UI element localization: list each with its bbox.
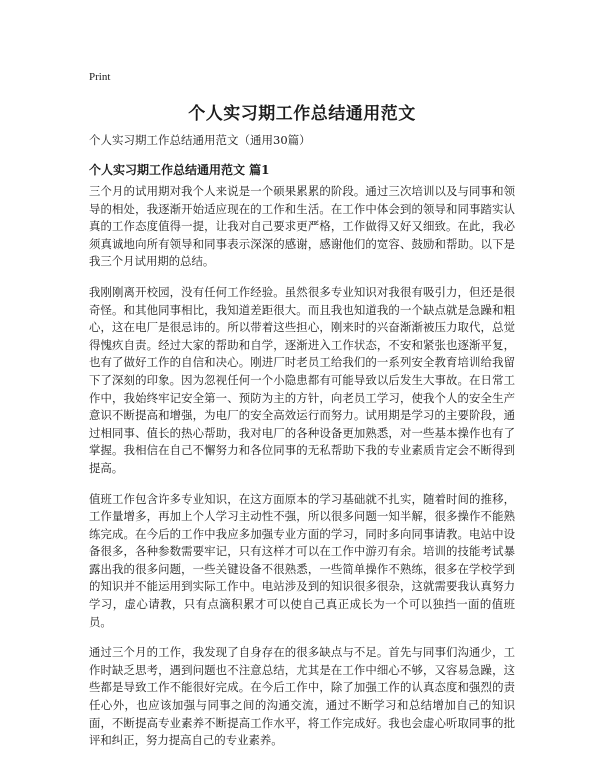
print-link[interactable]: Print xyxy=(89,71,111,83)
paragraph-1: 三个月的试用期对我个人来说是一个硕果累累的阶段。通过三次培训以及与同事和领导的相处，我逐渐开始适应现在的工作和生活。在工作中体会到的领导和同事踏实认真的工作态度值得一提，让我对自己要求更严格，工作做得又好又细致。在此，我必须真诚地向所有领导和同事表示深深的感谢，感谢他们的宽容、鼓励和帮助。以下是我三个月试用期的总结。 xyxy=(89,184,515,269)
paragraph-2: 我刚刚离开校园，没有任何工作经验。虽然很多专业知识对我很有吸引力，但还是很奇怪。和其他同事相比，我知道差距很大。而且我也知道我的一个缺点就是急躁和粗心，这在电厂是很忌讳的。所以带着这些担心，刚来时的兴奋渐渐被压力取代，总觉得愧疚自责。经过大家的帮助和自学，逐渐进入工作状态，不安和紧张也逐渐平复，也有了做好工作的自信和决心。刚进厂时老员工给我们的一系列安全教育培训给我留下了深刻的印象。因为忽视任何一个小隐患都有可能导致以后发生大事故。在日常工作中，我始终牢记安全第一、预防为主的方针，向老员工学习，使我个人的安全生产意识不断提高和增强，为电厂的安全高效运行而努力。试用期是学习的主要阶段，通过相同事、值长的热心帮助，我对电厂的各种设备更加熟悉，对一些基本操作也有了掌握。我相信在自己不懈努力和各位同事的无私帮助下我的专业素质肯定会不断得到提高。 xyxy=(89,284,515,475)
paragraph-3: 值班工作包含许多专业知识，在这方面原本的学习基础就不扎实，随着时间的推移，工作量增多，再加上个人学习主动性不强，所以很多问题一知半解，很多操作不能熟练完成。在今后的工作中我应多加强专业方面的学习，同时多向同事请教。电站中设备很多，各种参数需要牢记，只有这样才可以在工作中游刃有余。培训的技能考试暴露出我的很多问题，一些关键设备不很熟悉，一些简单操作不熟练，很多在学校学到的知识并不能运用到实际工作中。电站涉及到的知识很多很杂，这就需要我认真努力学习，虚心请教，只有点滴积累才可以使自己真正成长为一个可以独挡一面的值班员。 xyxy=(89,491,515,629)
section-heading: 个人实习期工作总结通用范文 篇1 xyxy=(89,163,270,177)
article-body xyxy=(89,183,515,763)
page-title: 个人实习期工作总结通用范文 xyxy=(188,104,416,124)
paragraph-4: 通过三个月的工作，我发现了自身存在的很多缺点与不足。首先与同事们沟通少，工作时缺乏思考，遇到问题也不注意总结，尤其是在工作中细心不够，又容易急躁，这些都是导致工作不能很好完成。在今后工作中，除了加强工作的认真态度和强烈的责任心外，也应该加强与同事之间的沟通交流，通过不断学习和总结增加自己的知识面，不断提高专业素养不断提高工作水平，将工作完成好。我也会虚心听取同事的批评和纠正，努力提高自己的专业素养。 xyxy=(89,645,515,748)
document-subtitle: 个人实习期工作总结通用范文（通用30篇） xyxy=(89,133,311,147)
